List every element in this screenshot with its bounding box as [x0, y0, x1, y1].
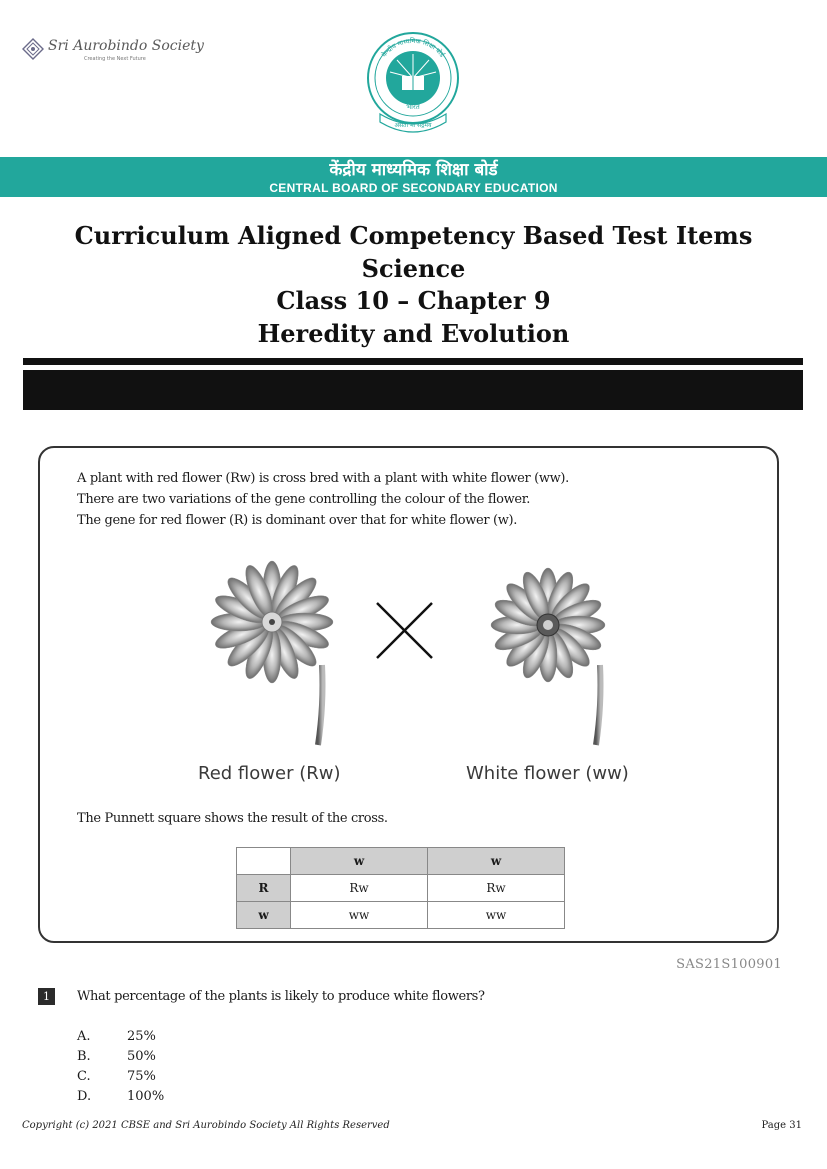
- red-flower-image: [211, 561, 333, 745]
- punnett-row-header: w: [237, 902, 291, 929]
- option-a[interactable]: [77, 1027, 164, 1047]
- item-code: SAS21S100901: [676, 957, 782, 972]
- board-name-hindi: केंद्रीय माध्यमिक शिक्षा बोर्ड: [329, 160, 498, 180]
- title-divider: [23, 358, 803, 365]
- title-line-4: Heredity and Evolution: [257, 318, 570, 348]
- punnett-col-header: w: [428, 848, 565, 875]
- emblem-motto: असतो मा सद्गमय: [394, 122, 432, 129]
- option-text: 100%: [127, 1089, 165, 1104]
- board-banner: [0, 157, 827, 197]
- copyright-notice: Copyright (c) 2021 CBSE and Sri Aurobindo Society All Rights Reserved: [22, 1120, 390, 1131]
- sas-name: Sri Aurobindo Society: [48, 38, 204, 54]
- emblem-country: भारत: [406, 103, 420, 111]
- cross-icon: [377, 603, 432, 658]
- stem-line: A plant with red flower (Rw) is cross bred with a plant with white flower (ww).: [77, 471, 569, 486]
- option-d[interactable]: [77, 1087, 164, 1107]
- stem-line: There are two variations of the gene controlling the colour of the flower.: [77, 492, 530, 507]
- option-letter: A.: [77, 1029, 91, 1044]
- sas-logo: [22, 38, 204, 68]
- punnett-cell: ww: [428, 902, 565, 929]
- white-flower-label: White flower (ww): [466, 763, 629, 784]
- punnett-header-row: [237, 848, 565, 875]
- sas-tagline: Creating the Next Future: [84, 56, 146, 62]
- title-line-2: Science: [361, 253, 466, 283]
- title-line-1: Curriculum Aligned Competency Based Test Items: [74, 221, 753, 250]
- punnett-row-header: R: [237, 875, 291, 902]
- cbse-emblem: [362, 30, 464, 140]
- option-b[interactable]: [77, 1047, 164, 1067]
- white-flower-image: [491, 568, 605, 745]
- punnett-caption: The Punnett square shows the result of the cross.: [77, 811, 388, 826]
- option-letter: B.: [77, 1049, 91, 1064]
- document-title: [0, 220, 827, 350]
- punnett-cell: Rw: [291, 875, 428, 902]
- option-letter: C.: [77, 1069, 91, 1084]
- punnett-row: [237, 875, 565, 902]
- red-flower-label: Red flower (Rw): [198, 763, 341, 784]
- black-banner: [23, 370, 803, 410]
- punnett-col-header: w: [291, 848, 428, 875]
- option-text: 25%: [127, 1029, 156, 1044]
- emblem-ring-text: केन्द्रीय माध्यमिक शिक्षा बोर्ड: [380, 36, 447, 59]
- punnett-row: [237, 902, 565, 929]
- answer-options: [77, 1027, 164, 1107]
- page-number: Page 31: [761, 1120, 802, 1131]
- stem-line: The gene for red flower (R) is dominant over that for white flower (w).: [77, 513, 518, 528]
- punnett-corner: [237, 848, 291, 875]
- option-letter: D.: [77, 1089, 92, 1104]
- option-text: 50%: [127, 1049, 156, 1064]
- cross-figure: [182, 545, 632, 795]
- board-name-english: CENTRAL BOARD OF SECONDARY EDUCATION: [269, 181, 558, 195]
- punnett-cell: ww: [291, 902, 428, 929]
- question-text: What percentage of the plants is likely to produce white flowers?: [77, 989, 485, 1004]
- punnett-square: [236, 847, 565, 929]
- title-line-3: Class 10 – Chapter 9: [276, 286, 551, 315]
- punnett-cell: Rw: [428, 875, 565, 902]
- question-number: 1: [38, 988, 55, 1005]
- option-text: 75%: [127, 1069, 156, 1084]
- sas-symbol-icon: [22, 38, 44, 60]
- option-c[interactable]: [77, 1067, 164, 1087]
